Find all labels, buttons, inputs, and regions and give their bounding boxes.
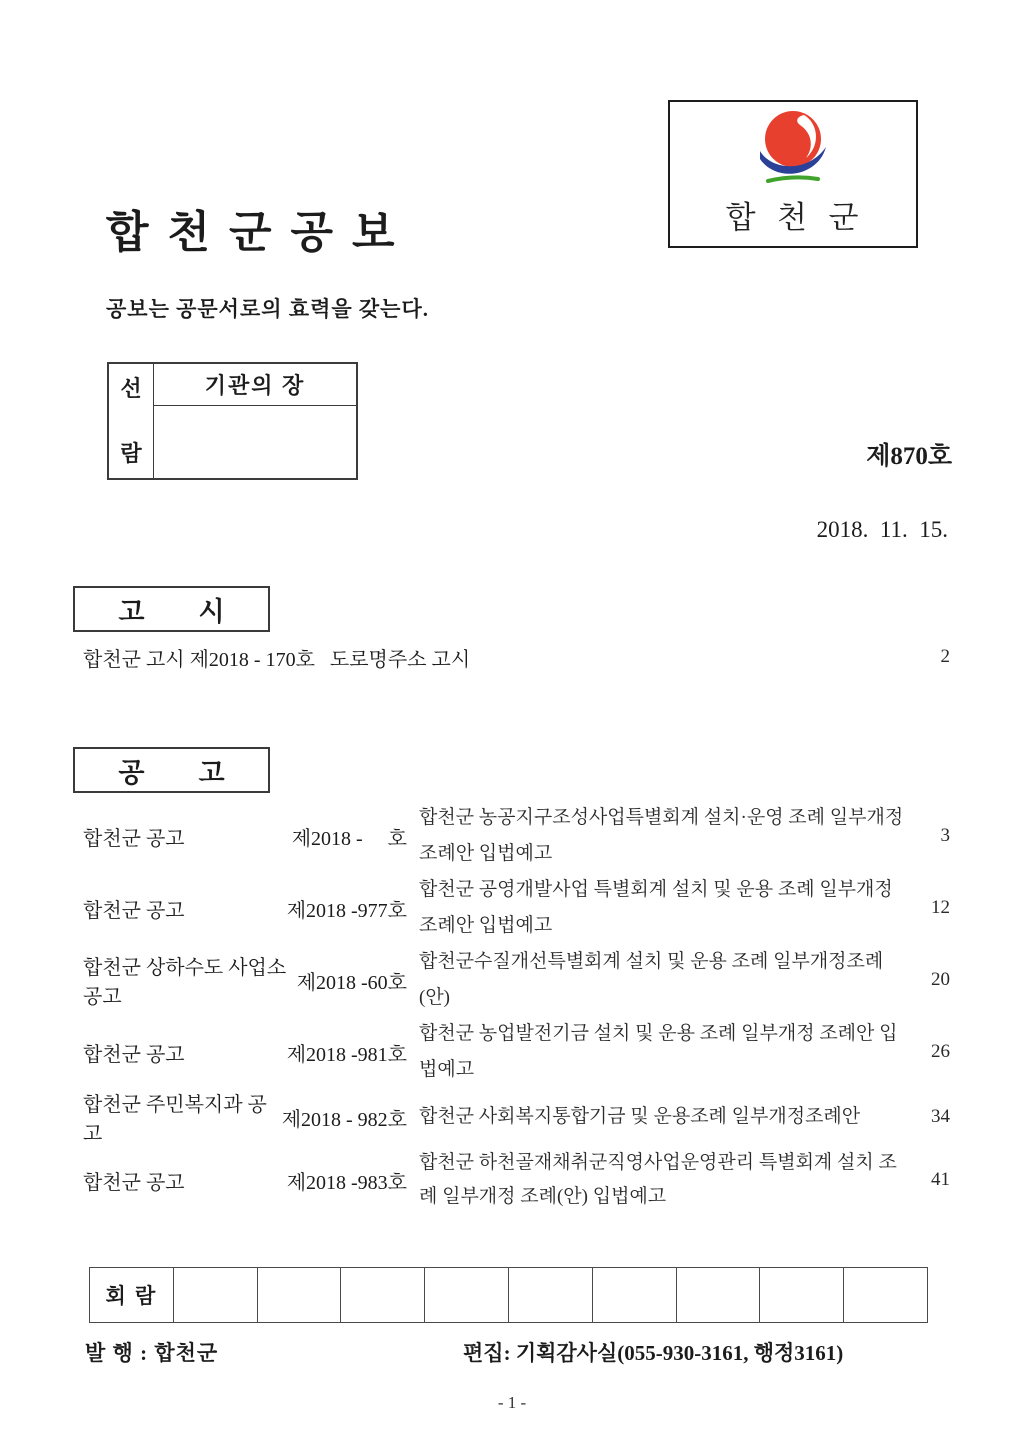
entry-number: 제2018 -981호 xyxy=(286,1043,407,1066)
entry-label: 합천군 공고 xyxy=(83,1171,185,1194)
circulation-empty-cell xyxy=(844,1268,927,1322)
circulation-empty-cell xyxy=(425,1268,509,1322)
gosi-header-label: 고 시 xyxy=(118,596,225,627)
review-label-cell xyxy=(109,364,154,478)
table-row xyxy=(83,944,950,1016)
section-header-gonggo xyxy=(73,747,270,793)
entry-title: 합천군 공영개발사업 특별회계 설치 및 운용 조례 일부개정 조례안 입법예고 xyxy=(419,879,893,936)
circulation-empty-cell xyxy=(258,1268,342,1322)
circulation-empty-cell xyxy=(677,1268,761,1322)
table-row xyxy=(83,1146,950,1214)
gosi-entry-text: 합천군 고시 제2018 - 170호 도로명주소 고시 xyxy=(83,648,471,671)
county-logo-box xyxy=(668,100,918,248)
table-row xyxy=(83,1016,950,1088)
county-name-label: 합 천 군 xyxy=(725,200,861,235)
gosi-entry-page: 2 xyxy=(940,646,950,667)
entry-number: 제2018 - 982호 xyxy=(281,1108,407,1131)
entry-label: 합천군 주민복지과 공고 xyxy=(83,1094,267,1145)
signature-empty-cell xyxy=(154,406,356,478)
table-row xyxy=(83,1088,950,1146)
page-number: - 1 - xyxy=(497,1393,527,1412)
entry-number: 제2018 - 호 xyxy=(291,827,407,850)
hapcheon-emblem-icon xyxy=(752,109,834,191)
issue-number: 제870호 xyxy=(866,443,952,470)
entry-title: 합천군수질개선특별회계 설치 및 운용 조례 일부개정조례(안) xyxy=(419,951,884,1008)
circulation-empty-cell xyxy=(341,1268,425,1322)
review-signoff-table xyxy=(107,362,358,480)
table-row xyxy=(83,800,950,872)
table-row xyxy=(83,872,950,944)
entry-page: 20 xyxy=(931,969,950,990)
entry-title: 합천군 사회복지통합기금 및 운용조례 일부개정조례안 xyxy=(419,1106,861,1127)
gonggo-header-label: 공 고 xyxy=(118,757,225,788)
entry-page: 26 xyxy=(931,1041,950,1062)
entry-number: 제2018 -60호 xyxy=(296,971,407,994)
circulation-empty-cell xyxy=(593,1268,677,1322)
review-label-top: 선 xyxy=(120,376,142,401)
entry-page: 3 xyxy=(940,825,950,846)
circulation-label-cell: 회 람 xyxy=(90,1268,174,1322)
entry-title: 합천군 하천골재채취군직영사업운영관리 특별회계 설치 조례 일부개정 조례(안) 입법예고 xyxy=(419,1152,897,1207)
entry-page: 41 xyxy=(931,1169,950,1190)
entry-label: 합천군 상하수도 사업소공고 xyxy=(83,957,287,1008)
publisher-info: 발 행 : 합천군 xyxy=(85,1341,219,1365)
entry-number: 제2018 -983호 xyxy=(286,1171,407,1194)
circulation-table xyxy=(89,1267,928,1323)
entry-label: 합천군 공고 xyxy=(83,1043,185,1066)
entry-page: 12 xyxy=(931,897,950,918)
circulation-empty-cell xyxy=(760,1268,844,1322)
page-title: 합 천 군 공 보 xyxy=(106,208,399,257)
entry-page: 34 xyxy=(931,1106,950,1127)
entry-number: 제2018 -977호 xyxy=(286,899,407,922)
gosi-entry-row xyxy=(83,640,950,674)
entry-label: 합천군 공고 xyxy=(83,827,185,850)
review-label-bottom: 람 xyxy=(120,441,142,466)
entry-title: 합천군 농업발전기금 설치 및 운용 조례 일부개정 조례안 입법예고 xyxy=(419,1023,898,1080)
editor-contact-info: 편집: 기획감사실(055-930-3161, 행정3161) xyxy=(463,1341,844,1365)
circulation-empty-cell xyxy=(174,1268,258,1322)
issue-date: 2018. 11. 15. xyxy=(816,517,948,542)
section-header-gosi xyxy=(73,586,270,632)
gonggo-entry-list xyxy=(83,800,950,1214)
gazette-effect-note: 공보는 공문서로의 효력을 갖는다. xyxy=(106,297,430,321)
entry-label: 합천군 공고 xyxy=(83,899,185,922)
circulation-empty-cell xyxy=(509,1268,593,1322)
entry-title: 합천군 농공지구조성사업특별회계 설치·운영 조례 일부개정조례안 입법예고 xyxy=(419,807,904,864)
agency-head-header: 기관의 장 xyxy=(154,364,356,406)
